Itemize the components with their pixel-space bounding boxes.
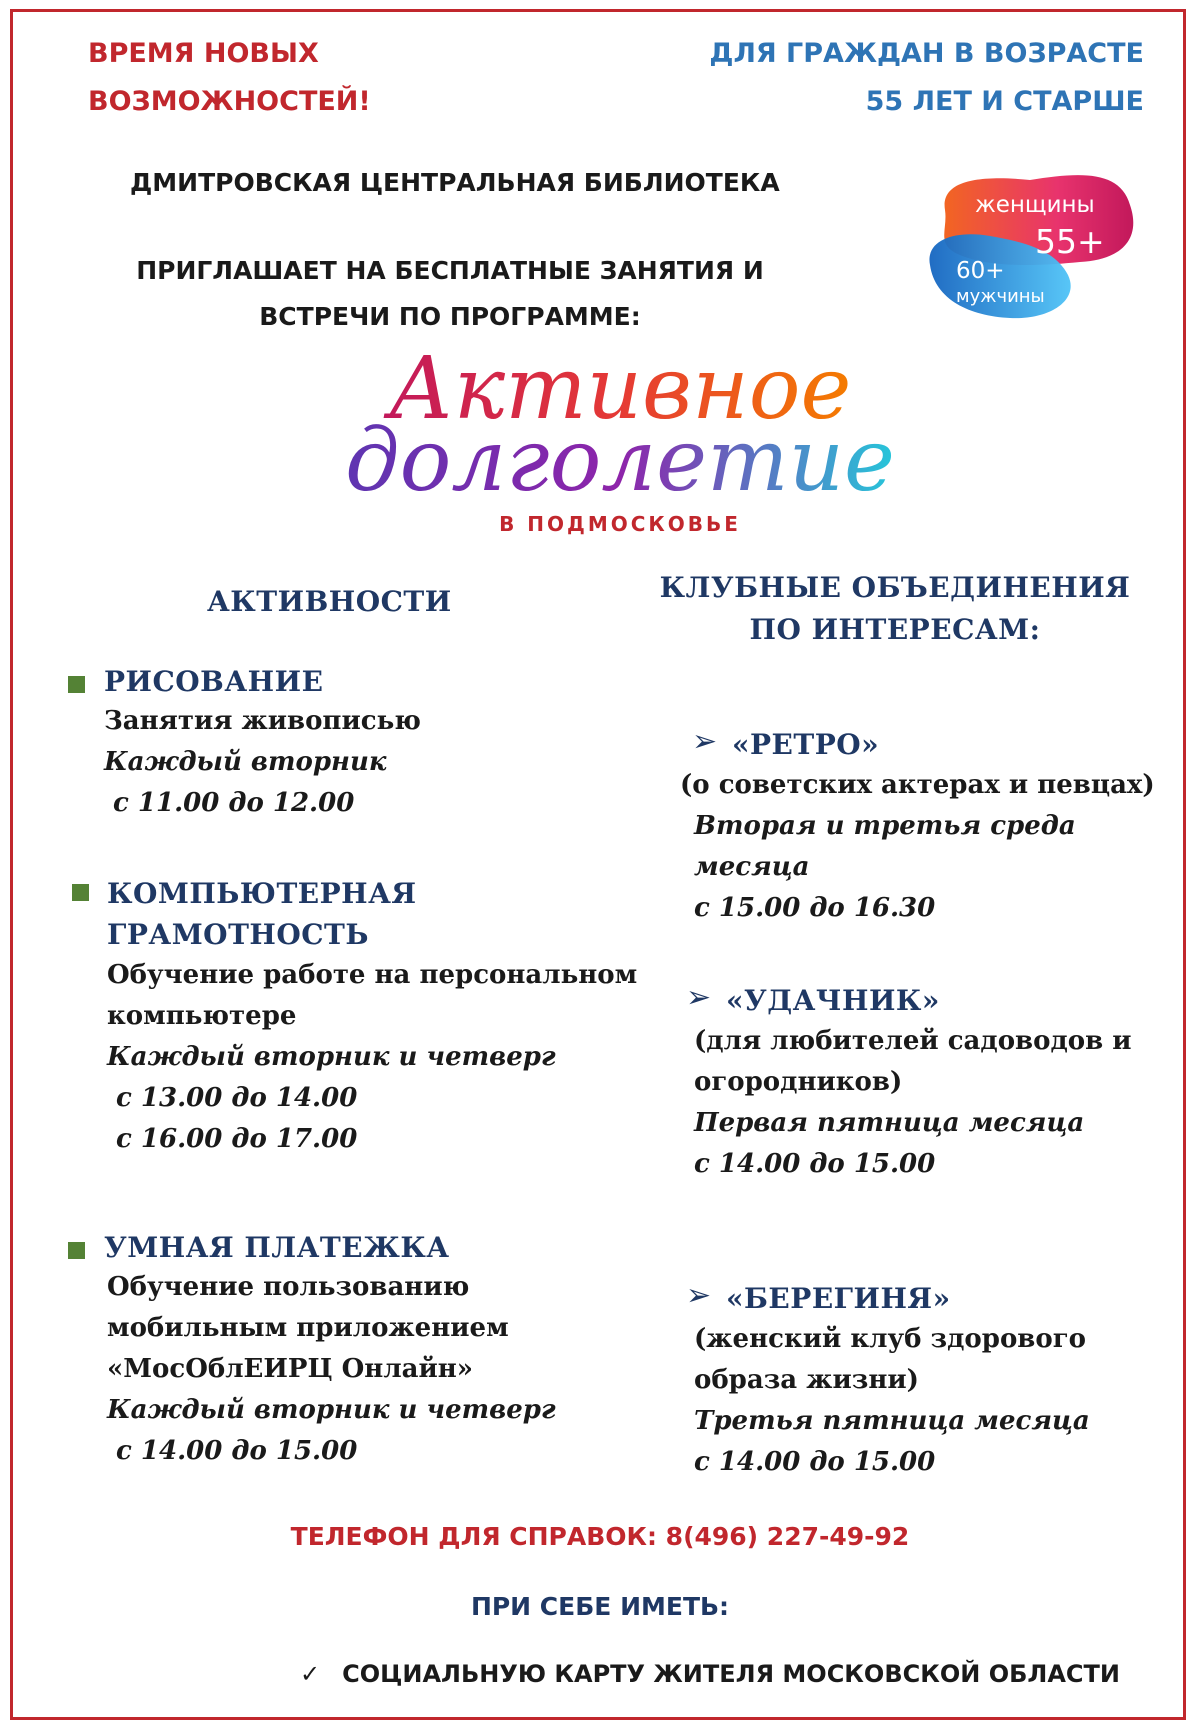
activity-drawing [104, 665, 421, 824]
clubs-heading-line-2: ПО ИНТЕРЕСАМ: [749, 613, 1041, 646]
invitation-line-2: ВСТРЕЧИ ПО ПРОГРАММЕ: [259, 302, 641, 331]
club-desc: (о советских актерах и певцах) [680, 770, 1155, 800]
club-when: Вторая и третья среда месяца [694, 811, 1076, 882]
activity-time-2: с 16.00 до 17.00 [107, 1124, 358, 1154]
activity-desc-line-3: «МосОблЕИРЦ Онлайн» [107, 1354, 474, 1384]
activities-heading: АКТИВНОСТИ [207, 585, 452, 618]
club-retro [680, 728, 1200, 929]
slogan [88, 30, 371, 126]
activity-computer [107, 873, 637, 1160]
activity-time: с 11.00 до 12.00 [104, 788, 355, 818]
required-document-text: СОЦИАЛЬНУЮ КАРТУ ЖИТЕЛЯ МОСКОВСКОЙ ОБЛАСТИ [342, 1660, 1120, 1688]
club-bereginya [694, 1282, 1090, 1483]
club-desc-line-2: образа жизни) [694, 1365, 919, 1395]
club-title: «РЕТРО» [732, 728, 880, 761]
bullet-square-icon [72, 884, 89, 901]
activity-payment [104, 1231, 556, 1472]
club-udachnik [694, 984, 1132, 1185]
slogan-line-1: ВРЕМЯ НОВЫХ [88, 38, 319, 69]
activity-when: Каждый вторник и четверг [107, 1042, 556, 1072]
checkmark-icon: ✓ [300, 1660, 321, 1688]
invitation-line-1: ПРИГЛАШАЕТ НА БЕСПЛАТНЫЕ ЗАНЯТИЯ И [136, 256, 764, 285]
activity-title: УМНАЯ ПЛАТЕЖКА [104, 1231, 450, 1264]
arrow-right-icon: ➢ [686, 1278, 712, 1313]
required-document [300, 1660, 1120, 1688]
club-desc-line-2: огородников) [694, 1067, 903, 1097]
activity-desc-line-2: мобильным приложением [107, 1313, 509, 1343]
arrow-right-icon: ➢ [692, 724, 718, 759]
bullet-square-icon [68, 1242, 85, 1259]
activity-title-line-2: ГРАМОТНОСТЬ [107, 918, 369, 951]
slogan-line-2: ВОЗМОЖНОСТЕЙ! [88, 86, 371, 117]
clubs-heading-line-1: КЛУБНЫЕ ОБЪЕДИНЕНИЯ [659, 571, 1131, 604]
activity-time: с 14.00 до 15.00 [107, 1436, 358, 1466]
age-note [709, 30, 1144, 126]
library-name: ДМИТРОВСКАЯ ЦЕНТРАЛЬНАЯ БИБЛИОТЕКА [130, 168, 780, 197]
club-title: «УДАЧНИК» [726, 984, 940, 1017]
phone-info: ТЕЛЕФОН ДЛЯ СПРАВОК: 8(496) 227-49-92 [290, 1522, 910, 1551]
activity-desc-line-2: компьютере [107, 1001, 297, 1031]
badge-women-label: женщины [975, 192, 1095, 218]
activity-time-1: с 13.00 до 14.00 [107, 1083, 358, 1113]
logo-line-1: Активное [388, 339, 852, 439]
activity-desc-line-1: Обучение работе на персональном [107, 960, 638, 990]
logo-line-2: долголетие [345, 411, 895, 511]
club-time: с 14.00 до 15.00 [694, 1447, 936, 1477]
club-title: «БЕРЕГИНЯ» [726, 1282, 951, 1315]
club-time: с 15.00 до 16.30 [694, 893, 936, 923]
age-note-line-2: 55 ЛЕТ И СТАРШЕ [865, 86, 1144, 117]
activity-desc-line-1: Обучение пользованию [107, 1272, 470, 1302]
club-desc-line-1: (женский клуб здорового [694, 1324, 1086, 1354]
arrow-right-icon: ➢ [686, 980, 712, 1015]
activity-when: Каждый вторник [104, 747, 387, 777]
invitation [130, 248, 770, 340]
activity-desc: Занятия живописью [104, 706, 421, 736]
badge-men-age: 60+ [956, 258, 1005, 284]
clubs-heading [655, 567, 1135, 651]
bring-heading: ПРИ СЕБЕ ИМЕТЬ: [470, 1592, 730, 1621]
club-desc-line-1: (для любителей садоводов и [694, 1026, 1132, 1056]
club-time: с 14.00 до 15.00 [694, 1149, 936, 1179]
activity-when: Каждый вторник и четверг [107, 1395, 556, 1425]
club-when: Третья пятница месяца [694, 1406, 1090, 1436]
age-note-line-1: ДЛЯ ГРАЖДАН В ВОЗРАСТЕ [709, 38, 1144, 69]
bullet-square-icon [68, 676, 85, 693]
logo-subtitle: В ПОДМОСКОВЬЕ [499, 512, 741, 536]
club-when: Первая пятница месяца [694, 1108, 1085, 1138]
activity-title: РИСОВАНИЕ [104, 665, 324, 698]
activity-title-line-1: КОМПЬЮТЕРНАЯ [107, 877, 417, 910]
badge-women-age: 55+ [1035, 222, 1105, 261]
badge-men-label: мужчины [956, 286, 1045, 307]
